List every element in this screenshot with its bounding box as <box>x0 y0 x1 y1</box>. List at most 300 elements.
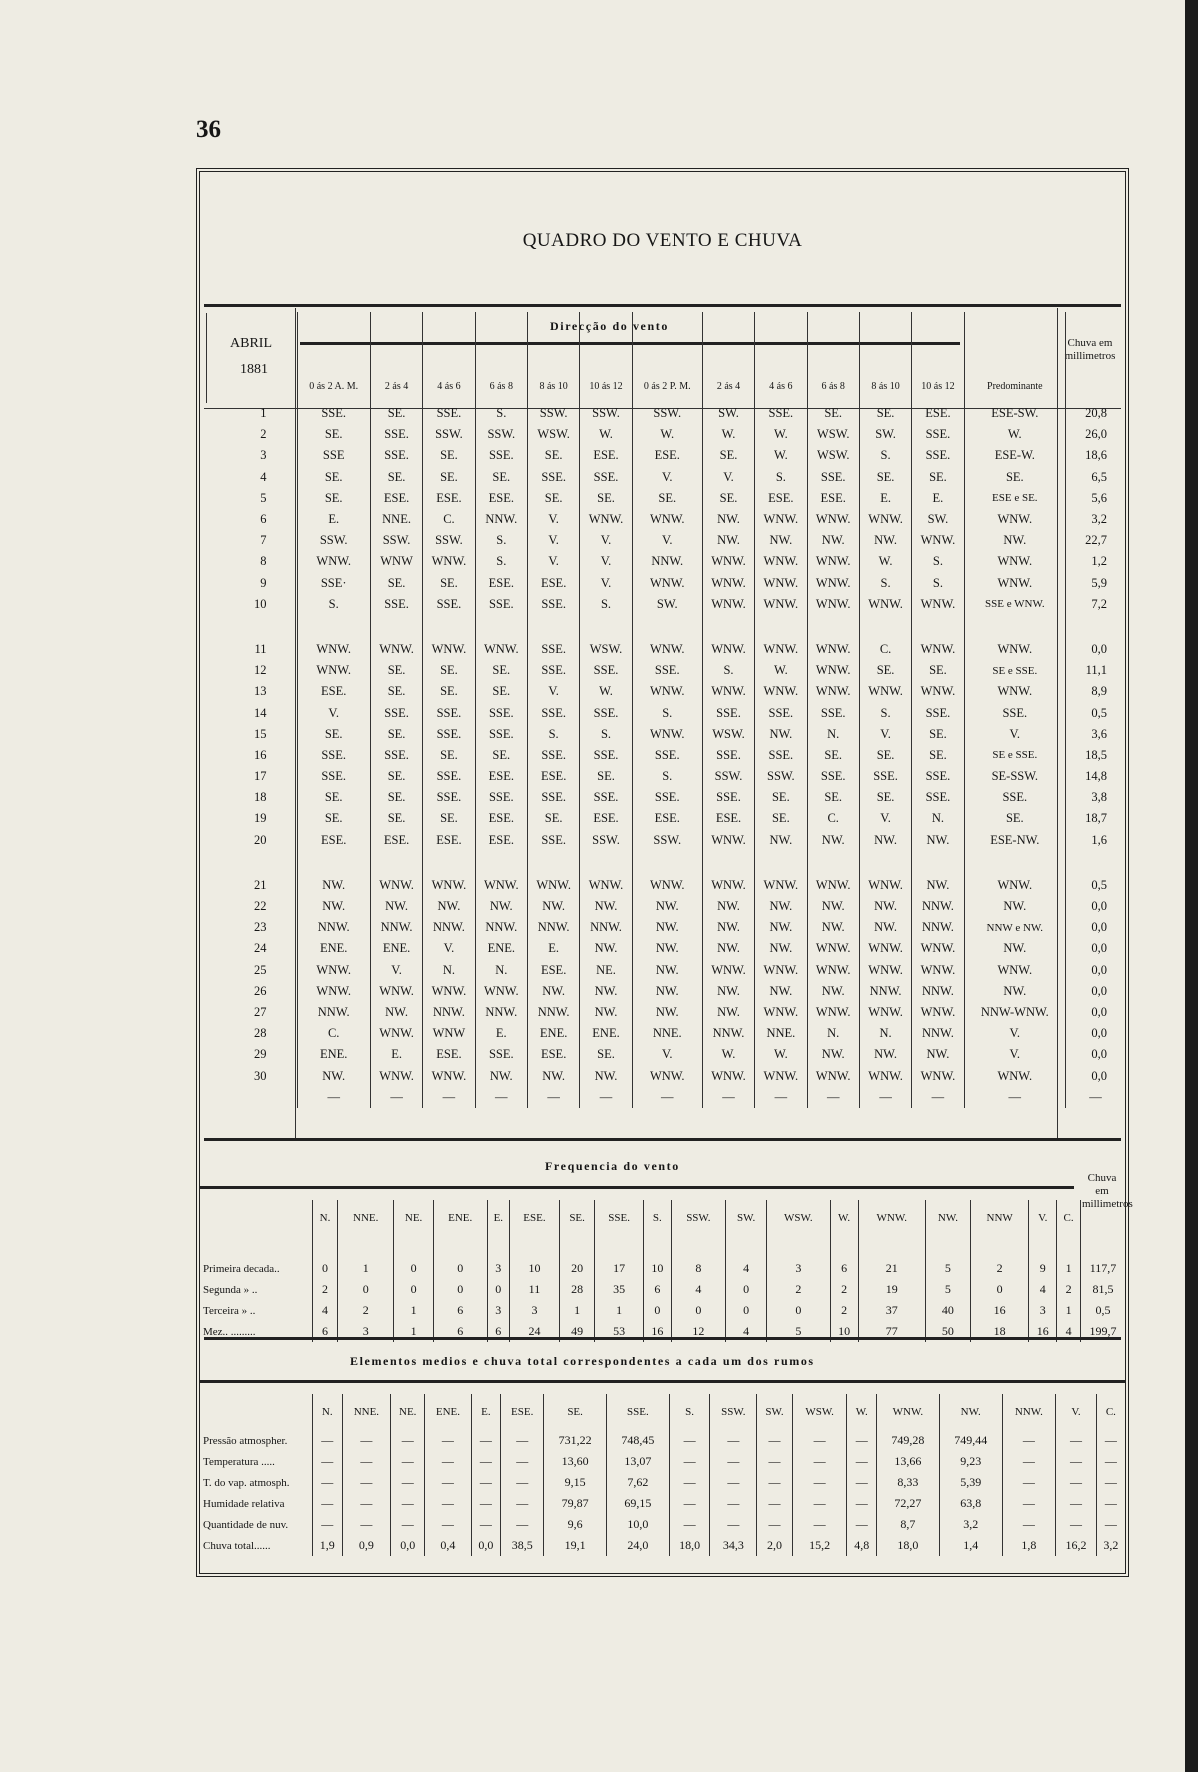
element-cell: — <box>342 1493 391 1514</box>
direction-cell: E. <box>297 509 370 530</box>
direction-cell: NW. <box>755 938 807 959</box>
freq-col-header: S. <box>643 1200 671 1236</box>
elem-col-header: NNE. <box>342 1394 391 1430</box>
frequency-cell: 4 <box>1029 1279 1057 1300</box>
rain-cell: 22,7 <box>1065 530 1125 551</box>
direction-cell: ESE. <box>912 403 964 424</box>
frequency-cell: 19 <box>858 1279 925 1300</box>
direction-cell: NNW e NW. <box>964 917 1065 938</box>
frequency-cell: 50 <box>925 1321 970 1342</box>
direction-cell: WNW. <box>702 681 754 702</box>
direction-cell: WNW. <box>964 639 1065 660</box>
freq-col-header: NW. <box>925 1200 970 1236</box>
direction-cell: WNW. <box>702 875 754 896</box>
day-cell: 27 <box>254 1004 267 1019</box>
direction-cell: S. <box>632 766 702 787</box>
direction-cell: WNW. <box>807 594 859 615</box>
spacer-cell <box>370 615 422 639</box>
direction-cell: WNW. <box>964 573 1065 594</box>
rain-cell: 0,0 <box>1065 639 1125 660</box>
direction-cell: SE. <box>370 808 422 829</box>
direction-cell: V. <box>580 551 632 572</box>
frequency-cell: 1 <box>338 1236 394 1279</box>
direction-cell: V. <box>632 530 702 551</box>
direction-cell: W. <box>755 660 807 681</box>
direction-cell: SSE. <box>807 766 859 787</box>
direction-cell: ESE. <box>580 445 632 466</box>
frequency-cell: 3 <box>767 1236 830 1279</box>
elem-col-header: SSE. <box>607 1394 670 1430</box>
element-cell: — <box>501 1514 544 1535</box>
frequency-cell: 35 <box>595 1279 644 1300</box>
rain-cell: 11,1 <box>1065 660 1125 681</box>
direction-cell: ESE. <box>632 445 702 466</box>
element-cell: — <box>1002 1514 1056 1535</box>
element-cell: — <box>847 1493 877 1514</box>
direction-cell: NNW-WNW. <box>964 1002 1065 1023</box>
frequency-cell: 3 <box>1029 1300 1057 1321</box>
dash-cell: — <box>580 1087 632 1108</box>
direction-cell: SSE. <box>527 660 579 681</box>
element-cell: — <box>391 1514 425 1535</box>
freq-col-header: NNW <box>970 1200 1028 1236</box>
table-row <box>207 808 1126 829</box>
element-cell: 731,22 <box>544 1430 607 1451</box>
direction-cell: WNW. <box>297 981 370 1002</box>
frequency-cell: 12 <box>671 1321 725 1342</box>
header-time-label-0: 0 ás 2 A. M. <box>297 313 370 403</box>
table-row <box>207 960 1126 981</box>
elem-col-header: C. <box>1096 1394 1125 1430</box>
element-cell: 72,27 <box>877 1493 940 1514</box>
direction-cell: WNW. <box>527 875 579 896</box>
table-row <box>207 702 1126 723</box>
element-cell: — <box>669 1451 710 1472</box>
direction-cell: SSE. <box>702 745 754 766</box>
direction-cell: ESE. <box>423 1044 475 1065</box>
direction-cell: SE. <box>527 488 579 509</box>
rain-cell: 26,0 <box>1065 424 1125 445</box>
direction-cell: WNW. <box>807 1002 859 1023</box>
direction-cell: SE. <box>370 403 422 424</box>
direction-cell: SSE. <box>859 766 911 787</box>
table-title: QUADRO DO VENTO E CHUVA <box>522 230 803 251</box>
direction-cell: NNW. <box>475 1002 527 1023</box>
freq-col-header: ENE. <box>433 1200 487 1236</box>
direction-cell: SSE. <box>475 787 527 808</box>
day-cell: 11 <box>254 641 267 656</box>
frequency-cell: 0 <box>970 1279 1028 1300</box>
direction-cell: SE. <box>807 787 859 808</box>
direction-cell: NW. <box>370 1002 422 1023</box>
direction-cell: NW. <box>807 530 859 551</box>
element-cell: 69,15 <box>607 1493 670 1514</box>
table-row <box>207 403 1126 424</box>
header-time-label-4: 8 ás 10 <box>527 313 579 403</box>
element-cell: — <box>471 1430 501 1451</box>
frequency-cell: 2 <box>830 1279 858 1300</box>
header-time-label-3: 6 ás 8 <box>475 313 527 403</box>
direction-cell: WNW. <box>912 1002 964 1023</box>
direction-cell: NNW. <box>632 551 702 572</box>
row-spacer <box>207 851 1126 875</box>
dash-cell: — <box>702 1087 754 1108</box>
direction-cell: SSW. <box>297 530 370 551</box>
direction-cell: NW. <box>859 830 911 851</box>
direction-cell: C. <box>423 509 475 530</box>
direction-cell: V. <box>580 573 632 594</box>
rain-cell: 81,5 <box>1081 1279 1126 1300</box>
direction-cell: WNW. <box>370 981 422 1002</box>
frequency-cell: 0 <box>394 1279 433 1300</box>
elem-col-header: N. <box>313 1394 343 1430</box>
rain-header: Chuva em millimetros <box>1064 337 1116 362</box>
element-cell: — <box>669 1493 710 1514</box>
direction-cell: SSW. <box>423 530 475 551</box>
dash-cell: — <box>632 1087 702 1108</box>
day-cell: 16 <box>254 747 267 762</box>
direction-cell: NNW. <box>423 917 475 938</box>
day-cell: 18 <box>254 790 267 805</box>
direction-cell: NW. <box>632 896 702 917</box>
freq-col-header: WNW. <box>858 1200 925 1236</box>
element-cell: 8,7 <box>877 1514 940 1535</box>
direction-cell: SE. <box>580 488 632 509</box>
frequency-rule <box>200 1186 1074 1189</box>
day-cell: 26 <box>254 983 267 998</box>
direction-cell: NW. <box>807 1044 859 1065</box>
element-cell: — <box>1096 1430 1125 1451</box>
spacer-cell <box>807 615 859 639</box>
direction-cell: SE. <box>423 573 475 594</box>
element-cell: — <box>1096 1472 1125 1493</box>
direction-cell: NNW. <box>912 896 964 917</box>
direction-cell: SE. <box>370 573 422 594</box>
direction-cell: SW. <box>912 509 964 530</box>
element-cell: — <box>425 1472 471 1493</box>
direction-cell: S. <box>580 724 632 745</box>
direction-cell: ESE. <box>527 1044 579 1065</box>
element-cell: 1,9 <box>313 1535 343 1556</box>
direction-cell: SSE. <box>632 660 702 681</box>
element-cell: — <box>792 1451 847 1472</box>
direction-cell: WNW. <box>702 594 754 615</box>
rain-cell: 7,2 <box>1065 594 1125 615</box>
element-cell: — <box>1056 1472 1097 1493</box>
direction-cell: SSE e WNW. <box>964 594 1065 615</box>
frequency-cell: 2 <box>767 1279 830 1300</box>
rain-cell: 5,9 <box>1065 573 1125 594</box>
direction-cell: WNW. <box>475 981 527 1002</box>
direction-cell: ESE. <box>632 808 702 829</box>
day-cell: 8 <box>260 554 267 569</box>
frequency-cell: 5 <box>925 1236 970 1279</box>
day-cell: 15 <box>254 726 267 741</box>
rain-cell: 0,0 <box>1065 917 1125 938</box>
table-row <box>207 681 1126 702</box>
direction-cell: ESE. <box>755 488 807 509</box>
day-cell: 21 <box>254 877 267 892</box>
row-spacer <box>207 615 1126 639</box>
direction-cell: ESE. <box>475 808 527 829</box>
day-cell: 23 <box>254 920 267 935</box>
direction-cell: NNW. <box>297 1002 370 1023</box>
direction-cell: W. <box>755 1044 807 1065</box>
table-row <box>207 509 1126 530</box>
frequency-cell: 1 <box>1057 1300 1081 1321</box>
element-cell: — <box>669 1514 710 1535</box>
element-cell: — <box>471 1451 501 1472</box>
elements-rule <box>200 1380 1125 1383</box>
direction-cell: SSE. <box>580 702 632 723</box>
direction-cell: WNW. <box>297 639 370 660</box>
frequency-cell: 10 <box>510 1236 560 1279</box>
direction-cell: NW. <box>475 896 527 917</box>
direction-cell: SSE. <box>475 1044 527 1065</box>
direction-cell: ESE. <box>807 488 859 509</box>
direction-cell: SE. <box>423 660 475 681</box>
spacer-cell <box>207 615 298 639</box>
direction-cell: SE. <box>527 808 579 829</box>
frequency-title: Frequencia do vento <box>545 1159 680 1173</box>
direction-cell: NNW. <box>912 1023 964 1044</box>
element-cell: — <box>1002 1472 1056 1493</box>
table-row <box>207 766 1126 787</box>
table-row <box>200 1279 1125 1300</box>
direction-cell: SSE. <box>297 403 370 424</box>
direction-cell: NNW. <box>859 981 911 1002</box>
spacer-cell <box>912 851 964 875</box>
elem-col-header: NNW. <box>1002 1394 1056 1430</box>
header-spacer <box>207 313 298 403</box>
direction-cell: SSE. <box>580 467 632 488</box>
spacer-cell <box>632 851 702 875</box>
frequency-cell: 6 <box>433 1300 487 1321</box>
direction-cell: S. <box>580 594 632 615</box>
frequency-cell: 0 <box>433 1279 487 1300</box>
direction-cell: NNW. <box>475 509 527 530</box>
header-time-label-12: Predominante <box>964 313 1065 403</box>
table-row <box>207 660 1126 681</box>
elem-col-header: V. <box>1056 1394 1097 1430</box>
element-cell: — <box>1096 1493 1125 1514</box>
row-label: Segunda » .. <box>203 1283 258 1296</box>
frequency-cell: 10 <box>643 1236 671 1279</box>
direction-cell: SE. <box>702 445 754 466</box>
freq-col-header: NNE. <box>338 1200 394 1236</box>
direction-cell: WNW <box>370 551 422 572</box>
elem-col-header: S. <box>669 1394 710 1430</box>
element-cell: — <box>847 1514 877 1535</box>
table-row <box>207 424 1126 445</box>
element-cell: 34,3 <box>710 1535 757 1556</box>
dash-cell: — <box>423 1087 475 1108</box>
rain-cell: 18,6 <box>1065 445 1125 466</box>
frequency-cell: 20 <box>559 1236 594 1279</box>
element-cell: — <box>425 1493 471 1514</box>
frequency-cell: 0 <box>767 1300 830 1321</box>
direction-cell: WNW. <box>912 960 964 981</box>
frequency-rain-header: Chuva em millimetros <box>1082 1172 1133 1210</box>
direction-cell: SSE. <box>297 766 370 787</box>
table-row <box>207 724 1126 745</box>
element-cell: — <box>757 1472 793 1493</box>
direction-cell: SE. <box>755 787 807 808</box>
direction-cell: WNW. <box>859 938 911 959</box>
direction-cell: WNW. <box>912 594 964 615</box>
direction-cell: W. <box>755 424 807 445</box>
direction-cell: SSE. <box>527 702 579 723</box>
freq-rain-col <box>1081 1200 1126 1236</box>
direction-cell: WNW. <box>807 551 859 572</box>
direction-cell: V. <box>964 1044 1065 1065</box>
direction-cell: SSE. <box>527 639 579 660</box>
direction-cell: SSE. <box>475 594 527 615</box>
direction-cell: ESE. <box>475 488 527 509</box>
spacer-cell <box>423 851 475 875</box>
direction-cell: W. <box>964 424 1065 445</box>
direction-cell: WNW. <box>423 1065 475 1086</box>
frequency-cell: 16 <box>1029 1321 1057 1342</box>
direction-cell: WNW. <box>859 681 911 702</box>
direction-cell: SSE. <box>527 594 579 615</box>
direction-cell: ESE-SW. <box>964 403 1065 424</box>
direction-cell: SSE. <box>423 724 475 745</box>
freq-col-header: SSE. <box>595 1200 644 1236</box>
table-row <box>207 830 1126 851</box>
direction-cell: SSW. <box>702 766 754 787</box>
day-cell: 4 <box>260 469 267 484</box>
row-label: Humidade relativa <box>203 1497 285 1510</box>
table-row <box>207 1065 1126 1086</box>
element-cell: 0,9 <box>342 1535 391 1556</box>
dash-cell: — <box>755 1087 807 1108</box>
direction-cell: ESE. <box>475 573 527 594</box>
frequency-cell: 0 <box>643 1300 671 1321</box>
day-cell: 14 <box>254 705 267 720</box>
direction-cell: NW. <box>807 896 859 917</box>
frequency-cell: 3 <box>510 1300 560 1321</box>
direction-cell: N. <box>475 960 527 981</box>
direction-cell: S. <box>755 467 807 488</box>
elem-col-header: SSW. <box>710 1394 757 1430</box>
frequency-cell: 3 <box>487 1236 509 1279</box>
direction-cell: ESE. <box>297 681 370 702</box>
direction-cell: V. <box>632 467 702 488</box>
frequency-cell: 16 <box>643 1321 671 1342</box>
direction-cell: SSE. <box>912 787 964 808</box>
direction-cell: NW. <box>859 530 911 551</box>
direction-cell: NW. <box>964 530 1065 551</box>
direction-cell: WSW. <box>807 445 859 466</box>
direction-cell: WNW. <box>807 960 859 981</box>
spacer-cell <box>370 851 422 875</box>
direction-cell: WNW. <box>807 875 859 896</box>
direction-cell: SE. <box>527 445 579 466</box>
direction-cell: NE. <box>580 960 632 981</box>
direction-cell: SE. <box>297 424 370 445</box>
elem-col-header: E. <box>471 1394 501 1430</box>
spacer-cell <box>859 851 911 875</box>
direction-cell: SE. <box>964 808 1065 829</box>
direction-cell: E. <box>527 938 579 959</box>
element-cell: 9,15 <box>544 1472 607 1493</box>
direction-cell: SSW. <box>475 424 527 445</box>
direction-cell: SSE. <box>475 702 527 723</box>
frequency-cell: 6 <box>643 1279 671 1300</box>
direction-cell: N. <box>807 1023 859 1044</box>
element-cell: — <box>342 1514 391 1535</box>
direction-cell: WNW. <box>702 960 754 981</box>
frequency-cell: 5 <box>767 1321 830 1342</box>
direction-cell: V. <box>964 724 1065 745</box>
frequency-cell: 1 <box>394 1321 433 1342</box>
direction-cell: SSE. <box>475 724 527 745</box>
frequency-cell: 4 <box>671 1279 725 1300</box>
frequency-cell: 0 <box>433 1236 487 1279</box>
direction-cell: WNW. <box>859 509 911 530</box>
direction-cell: SE e SSE. <box>964 660 1065 681</box>
element-cell: 18,0 <box>669 1535 710 1556</box>
day-cell: 7 <box>260 533 267 548</box>
row-label: Temperatura ..... <box>203 1455 275 1468</box>
direction-cell: S. <box>297 594 370 615</box>
direction-cell: SSE. <box>755 702 807 723</box>
element-cell: — <box>669 1472 710 1493</box>
direction-cell: SSW. <box>527 403 579 424</box>
rain-cell: 0,5 <box>1065 702 1125 723</box>
direction-cell: ESE e SE. <box>964 488 1065 509</box>
frequency-cell: 4 <box>1057 1321 1081 1342</box>
day-cell: 22 <box>254 899 267 914</box>
frequency-cell: 16 <box>970 1300 1028 1321</box>
direction-cell: WNW. <box>964 1065 1065 1086</box>
element-cell: — <box>710 1493 757 1514</box>
direction-cell: WNW. <box>702 1065 754 1086</box>
elem-col-header: NE. <box>391 1394 425 1430</box>
element-cell: — <box>1056 1451 1097 1472</box>
direction-cell: N. <box>912 808 964 829</box>
direction-cell: NNE. <box>632 1023 702 1044</box>
direction-cell: SSE. <box>423 594 475 615</box>
direction-cell: ESE. <box>370 488 422 509</box>
day-cell: 5 <box>260 490 267 505</box>
direction-cell: SE. <box>475 660 527 681</box>
element-cell: 748,45 <box>607 1430 670 1451</box>
direction-cell: E. <box>370 1044 422 1065</box>
direction-cell: SSE. <box>423 766 475 787</box>
direction-cell: WNW. <box>632 681 702 702</box>
frequency-cell: 0 <box>338 1279 394 1300</box>
direction-cell: NW. <box>755 830 807 851</box>
direction-cell: ENE. <box>297 938 370 959</box>
spacer-cell <box>912 615 964 639</box>
frequency-cell: 0 <box>671 1300 725 1321</box>
direction-cell: V. <box>527 551 579 572</box>
freq-col-header: NE. <box>394 1200 433 1236</box>
spacer-cell <box>1065 851 1125 875</box>
frequency-cell: 11 <box>510 1279 560 1300</box>
frequency-cell: 8 <box>671 1236 725 1279</box>
element-cell: — <box>792 1514 847 1535</box>
direction-cell: NW. <box>755 981 807 1002</box>
element-cell: — <box>501 1451 544 1472</box>
direction-cell: SE. <box>370 787 422 808</box>
direction-cell: WNW. <box>580 509 632 530</box>
element-cell: — <box>710 1514 757 1535</box>
element-cell: — <box>313 1451 343 1472</box>
table-row <box>200 1236 1125 1279</box>
